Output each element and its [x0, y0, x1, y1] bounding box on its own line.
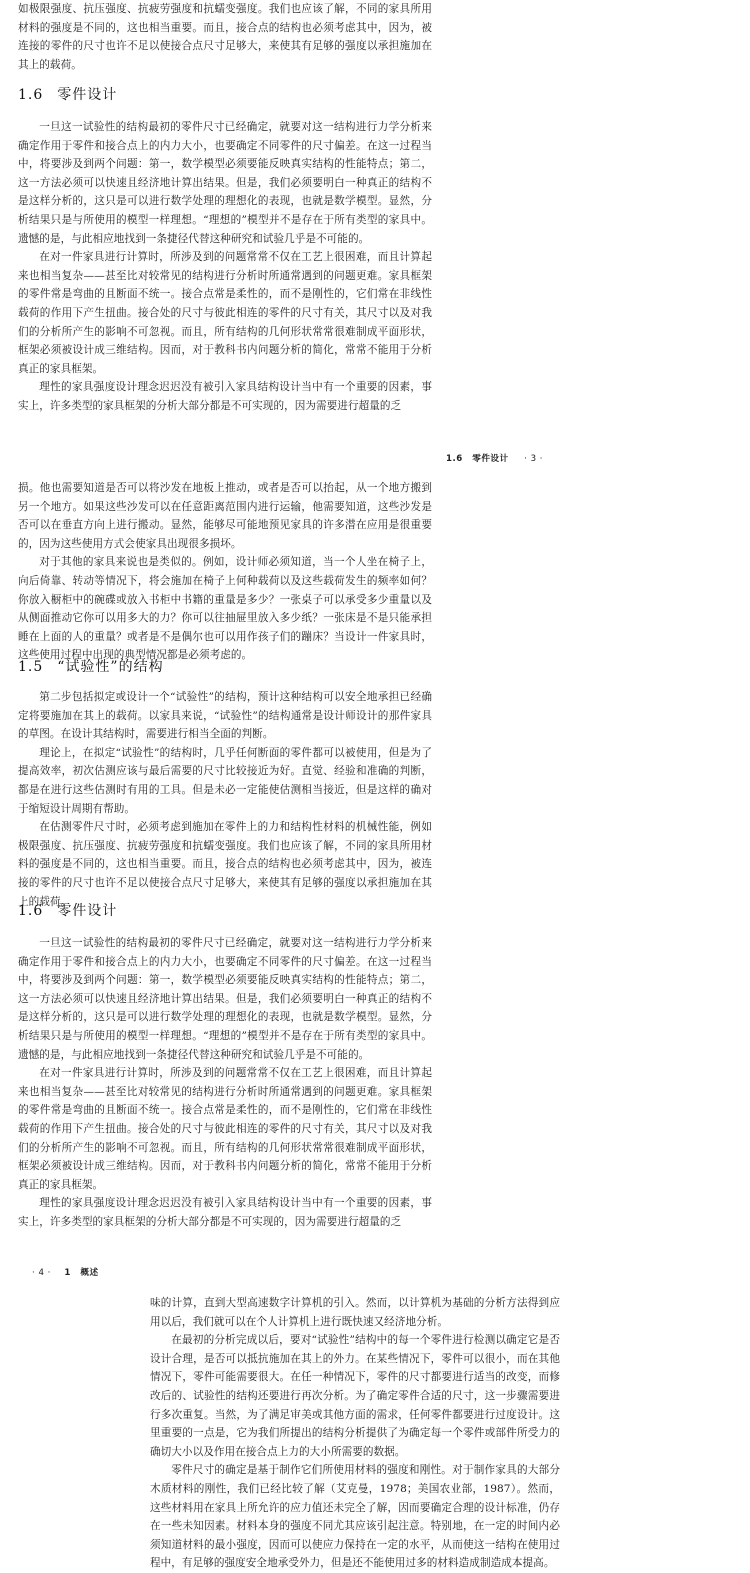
paragraph: 在估测零件尺寸时，必须考虑到施加在零件上的力和结构性材料的机械性能，例如极限强度、抗压强度、抗疲劳强度和抗蠕变强度。我们也应该了解，不同的家具所用材料的强度是不同的，这也相当重要。而且，接合点的结构也必须考虑其中，因为，被连接的零件的尺寸也许不足以使接合点尺寸足够大，来使其有足够的强度以承担施加在其上的载荷。: [18, 821, 432, 908]
running-head-page-4: [32, 1266, 105, 1278]
paragraph: 理性的家具强度设计理念迟迟没有被引入家具结构设计当中有一个重要的因素，事实上，许多类型的家具框架的分析大部分都是不可实现的，因为需要进行超量的乏: [18, 1197, 432, 1228]
page-section-top: [18, 0, 432, 74]
section-heading-1-6: [18, 84, 117, 104]
section-1-6-body: [18, 118, 432, 416]
page-number: · 4 ·: [32, 1268, 51, 1278]
page-3-body-top: [18, 479, 432, 665]
page-4-body: [150, 1294, 560, 1573]
section-title: 零件设计: [57, 903, 118, 919]
paragraph: 理论上，在拟定“试验性”的结构时，几乎任何断面的零件都可以被使用，但是为了提高效率，初次估测应该与最后需要的尺寸比较接近为好。直觉、经验和准确的判断，都是在进行这些估测时有用的工具。但是未必一定能使估测相当接近，但是这样的确对于缩短设计周期有帮助。: [18, 746, 432, 815]
chapter-number: 1: [64, 1268, 71, 1278]
section-1-5-body: [18, 688, 432, 911]
running-head-page-3: [446, 452, 549, 464]
paragraph: 零件尺寸的确定是基于制作它们所使用材料的强度和刚性。对于制作家具的大部分木质材料的刚性，我们已经比较了解（艾克曼，1978；美国农业部，1987）。然而，这些材料用在家具上所允许的应力值还未完全了解，因而要确定合理的设计标准，仍存在一些未知因素。材料本身的强度不同尤其应该引起注意。特别地，在一定的时间内必须知道材料的最小强度，因而可以使应力保持在一定的水平，从而使这一结构在使用过程中，有足够的强度安全地承受外力，但是还不能使用过多的材料造成制造成本提高。: [150, 1464, 560, 1570]
paragraph: 第二步包括拟定或设计一个“试验性”的结构，预计这种结构可以安全地承担已经确定将要施加在其上的载荷。以家具来说，“试验性”的结构通常是设计师设计的那件家具的草图。在设计其结构时，需要进行相当全面的判断。: [18, 691, 432, 741]
section-number: 1.5: [18, 659, 44, 675]
paragraph-fragment: 损。他也需要知道是否可以将沙发在地板上推动，或者是否可以抬起，从一个地方搬到另一个地方。如果这些沙发可以在任意距离范围内进行运输，他需要知道，这些沙发是否可以在垂直方向上进行搬动。显然，能够尽可能地预见家具的许多潜在应用是很重要的，因为这些使用方式会使家具出现很多损坏。: [18, 482, 432, 550]
section-1-6-body-repeat: [18, 934, 432, 1232]
page-number: · 3 ·: [524, 454, 544, 464]
paragraph: 在对一件家具进行计算时，所涉及到的问题常常不仅在工艺上很困难，而且计算起来也相当复杂——甚至比对较常见的结构进行分析时所通常遇到的问题更难。家具框架的零件常是弯曲的且断面不统一。接合点常是柔性的，而不是刚性的，它们常在非线性载荷的作用下产生扭曲。接合处的尺寸与彼此相连的零件的尺寸有关，其尺寸以及对我们的分析所产生的影响不可忽视。而且，所有结构的几何形状常常很难制成平面形状，框架必须被设计成三维结构。因而，对于教科书内问题分析的简化，常常不能用于分析真正的家具框架。: [18, 1067, 432, 1191]
section-title: “试验性”的结构: [57, 659, 164, 675]
paragraph: 一旦这一试验性的结构最初的零件尺寸已经确定，就要对这一结构进行力学分析来确定作用于零件和接合点上的内力大小，也要确定不同零件的尺寸偏差。在这一过程当中，将要涉及到两个问题：第一，数学模型必须要能反映真实结构的性能特点；第二，这一方法必须可以快速且经济地计算出结果。但是，我们必须要明白一种真正的结构不是这样分析的，这只是可以进行数学处理的理想化的表现，也就是数学模型。显然，分析结果只是与所使用的模型一样理想。“理想的”模型并不是存在于所有类型的家具中。遗憾的是，与此相应地找到一条捷径代替这种研究和试验几乎是不可能的。: [18, 121, 432, 245]
paragraph-fragment: 味的计算，直到大型高速数字计算机的引入。然而，以计算机为基础的分析方法得到应用以后，我们就可以在个人计算机上进行既快速又经济地分析。: [150, 1297, 560, 1328]
section-title: 零件设计: [57, 87, 118, 103]
section-number: 1.6: [18, 903, 44, 919]
running-head-title: 零件设计: [472, 454, 509, 464]
paragraph-fragment: 如极限强度、抗压强度、抗疲劳强度和抗蠕变强度。我们也应该了解，不同的家具所用材料的强度是不同的，这也相当重要。而且，接合点的结构也必须考虑其中，因为，被连接的零件的尺寸也许不足以使接合点尺寸足够大，来使其有足够的强度以承担施加在其上的载荷。: [18, 3, 432, 71]
section-heading-1-5: [18, 656, 164, 676]
paragraph: 对于其他的家具来说也是类似的。例如，设计师必须知道，当一个人坐在椅子上，向后倚靠、转动等情况下，将会施加在椅子上何种载荷以及这些载荷发生的频率如何？你放入橱柜中的碗碟或放入书柜中书籍的重量是多少？一张桌子可以承受多少重量以及从侧面推动它你可以用多大的力？你可以往抽屉里放入多少纸？一张床是不是只能承担睡在上面的人的重量？或者是不是偶尔也可以用作孩子们的蹦床？当设计一件家具时，这些使用过程中出现的典型情况都是必须考虑的。: [18, 556, 432, 662]
paragraph: 理性的家具强度设计理念迟迟没有被引入家具结构设计当中有一个重要的因素，事实上，许多类型的家具框架的分析大部分都是不可实现的，因为需要进行超量的乏: [18, 381, 432, 412]
section-heading-1-6-repeat: [18, 900, 117, 920]
paragraph: 一旦这一试验性的结构最初的零件尺寸已经确定，就要对这一结构进行力学分析来确定作用于零件和接合点上的内力大小，也要确定不同零件的尺寸偏差。在这一过程当中，将要涉及到两个问题：第一，数学模型必须要能反映真实结构的性能特点；第二，这一方法必须可以快速且经济地计算出结果。但是，我们必须要明白一种真正的结构不是这样分析的，这只是可以进行数学处理的理想化的表现，也就是数学模型。显然，分析结果只是与所使用的模型一样理想。“理想的”模型并不是存在于所有类型的家具中。遗憾的是，与此相应地找到一条捷径代替这种研究和试验几乎是不可能的。: [18, 937, 432, 1061]
running-head-section: 1.6: [446, 454, 463, 464]
paragraph: 在对一件家具进行计算时，所涉及到的问题常常不仅在工艺上很困难，而且计算起来也相当复杂——甚至比对较常见的结构进行分析时所通常遇到的问题更难。家具框架的零件常是弯曲的且断面不统一。接合点常是柔性的，而不是刚性的，它们常在非线性载荷的作用下产生扭曲。接合处的尺寸与彼此相连的零件的尺寸有关，其尺寸以及对我们的分析所产生的影响不可忽视。而且，所有结构的几何形状常常很难制成平面形状，框架必须被设计成三维结构。因而，对于教科书内问题分析的简化，常常不能用于分析真正的家具框架。: [18, 251, 432, 375]
paragraph: 在最初的分析完成以后，要对“试验性”结构中的每一个零件进行检测以确定它是否设计合理，是否可以抵抗施加在其上的外力。在某些情况下，零件可以很小，而在其他情况下，零件可能需要很大。在任一种情况下，零件的尺寸都要进行适当的改变，而修改后的、试验性的结构还要进行再次分析。为了确定零件合适的尺寸，这一步骤需要进行多次重复。当然，为了满足审美或其他方面的需求，任何零件都要进行过度设计。这里重要的一点是，它为我们所提出的结构分析提供了为确定每一个零件或部件所受力的确切大小以及作用在接合点上力的大小所需要的数据。: [150, 1334, 560, 1458]
section-number: 1.6: [18, 87, 44, 103]
chapter-title: 概述: [80, 1268, 99, 1278]
